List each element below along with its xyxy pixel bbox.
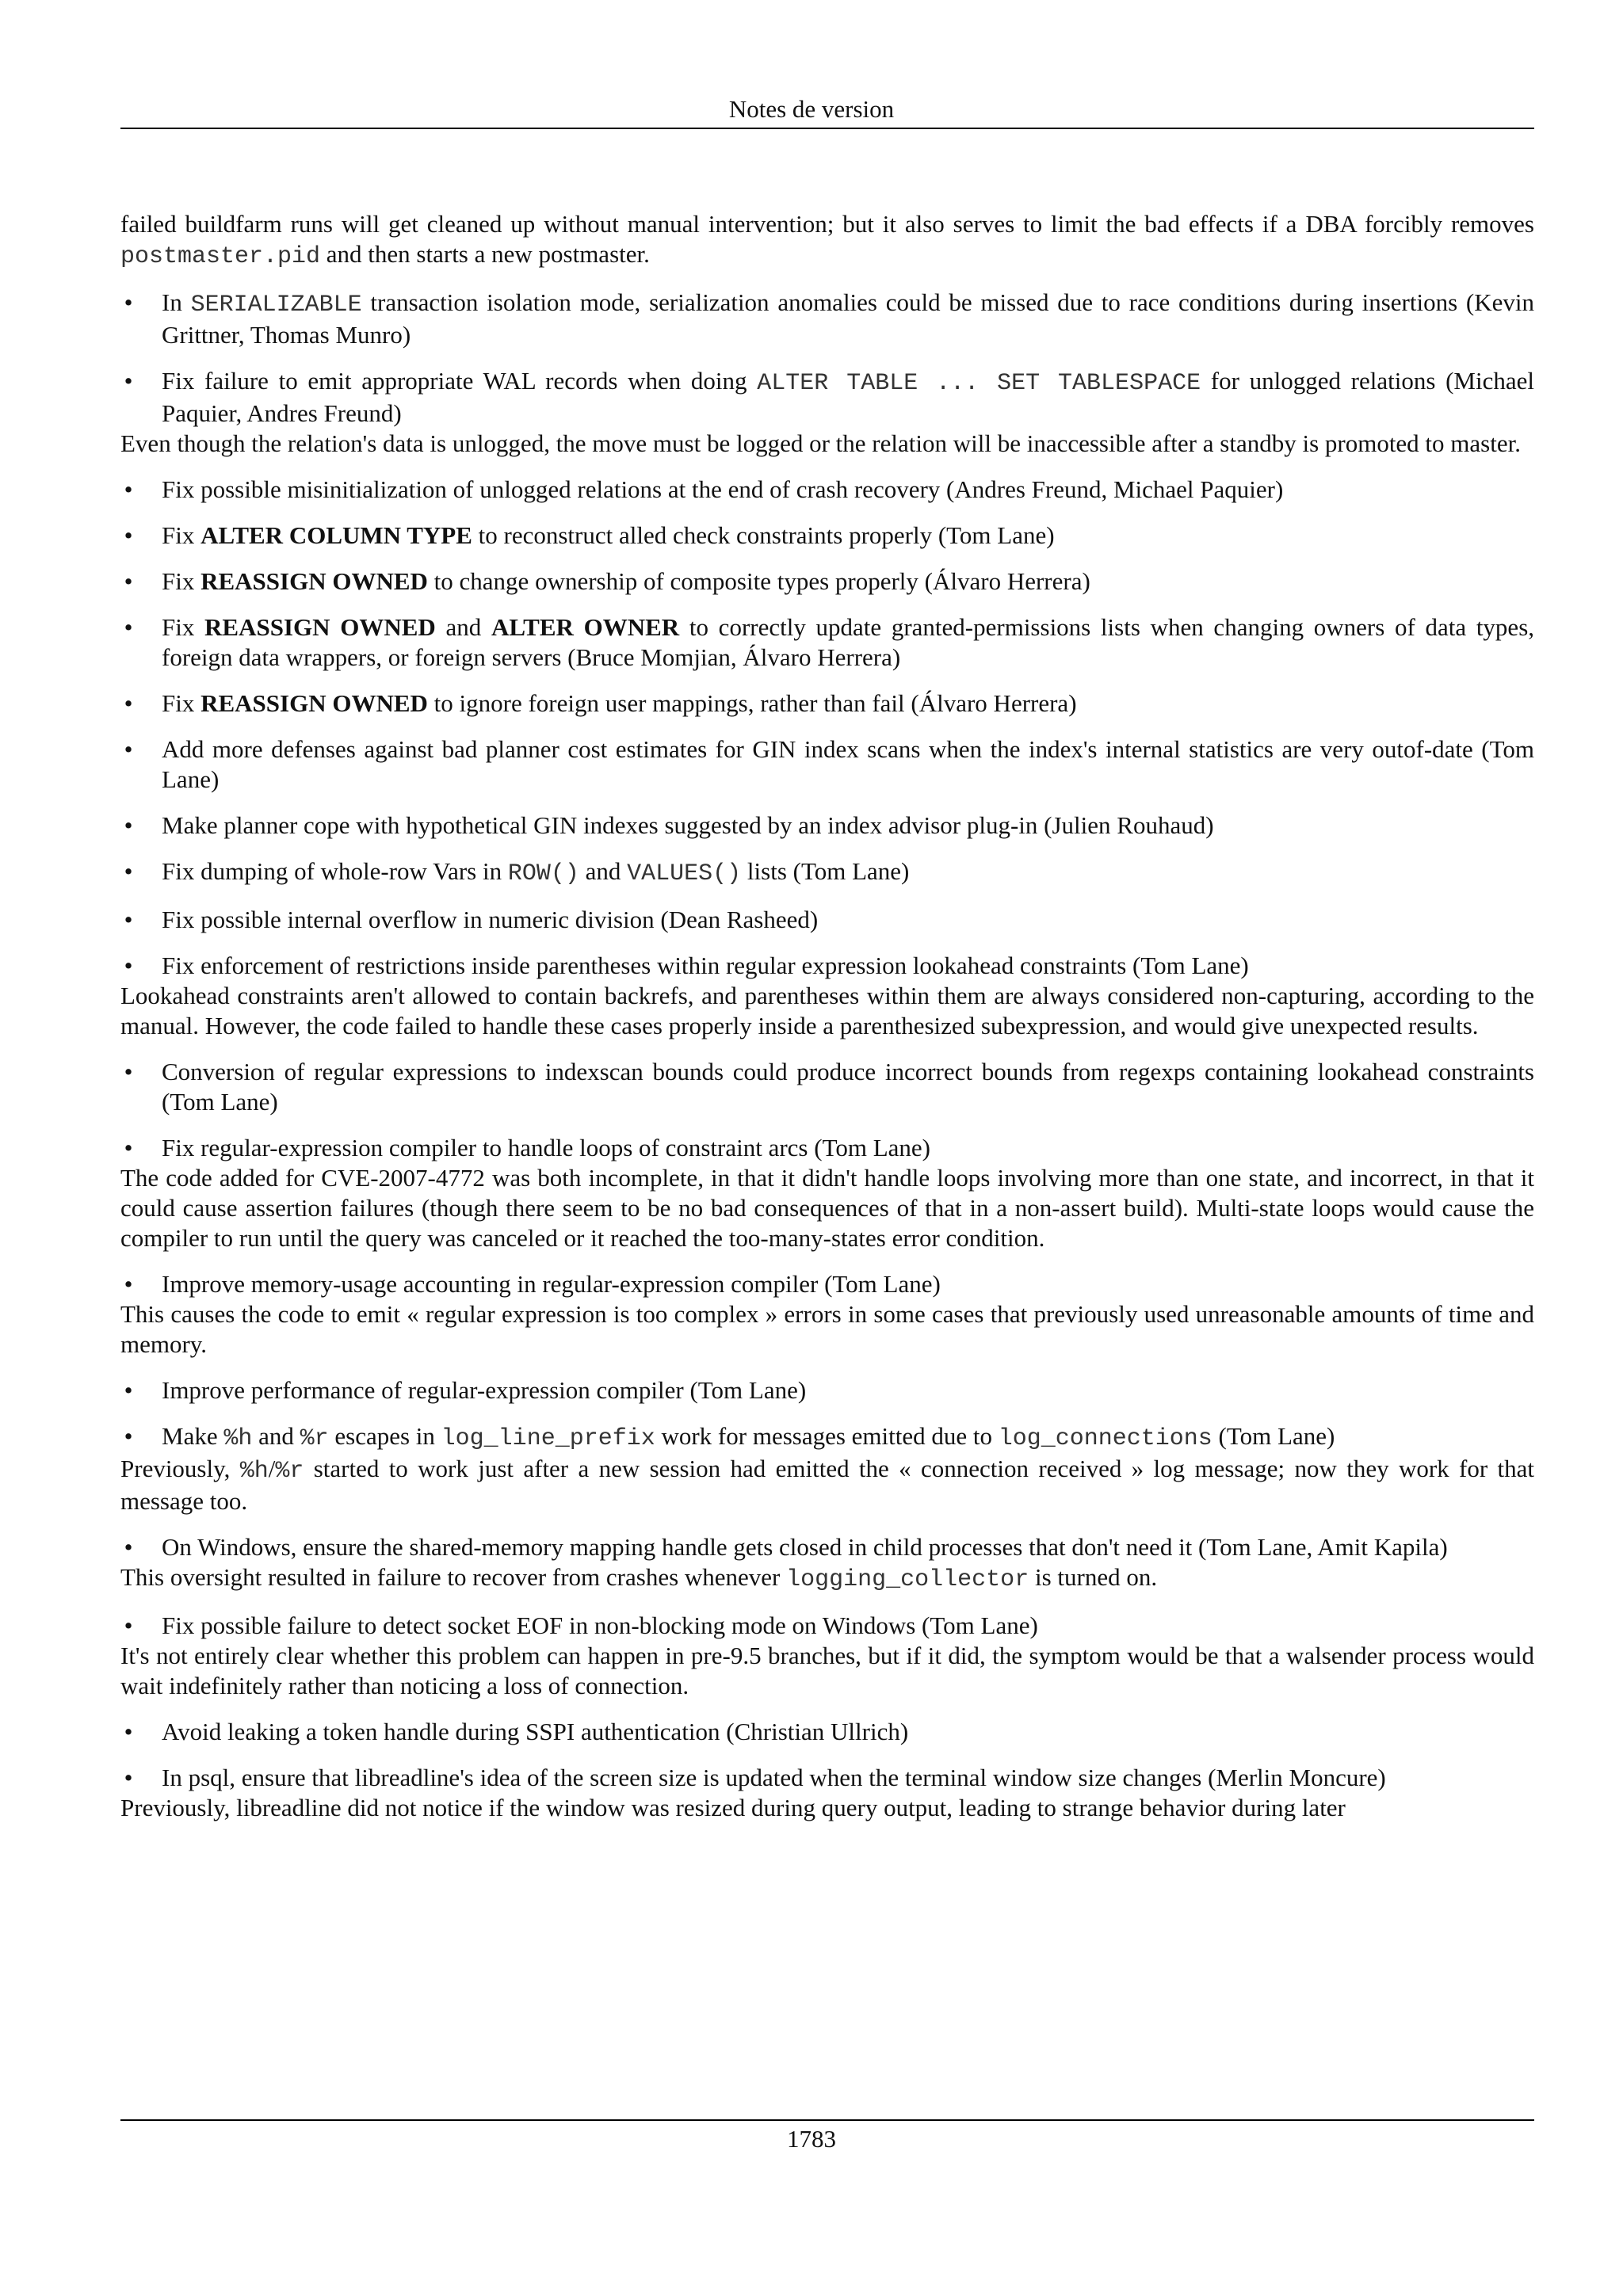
header-rule [120, 128, 1534, 129]
code-literal: VALUES() [627, 860, 742, 887]
bullet-icon: • [124, 1134, 133, 1161]
list-item: • In SERIALIZABLE transaction isolation mode, serialization anomalies could be missed due to race conditions during insertions (Kevin Grittner, Thomas Munro) [162, 288, 1534, 350]
list-item: • Fix enforcement of restrictions inside parentheses within regular expression lookahead constraints (Tom Lane) [162, 951, 1534, 981]
list-item: • Fix possible failure to detect socket EOF in non-blocking mode on Windows (Tom Lane) [162, 1611, 1534, 1641]
item-note: This oversight resulted in failure to recover from crashes whenever logging_collector is turned on. [120, 1563, 1158, 1593]
list-item: • Add more defenses against bad planner cost estimates for GIN index scans when the index's internal statistics are very outof-date (Tom Lane) [162, 734, 1534, 795]
list-item: • Make planner cope with hypothetical GIN indexes suggested by an index advisor plug-in (Julien Rouhaud) [162, 810, 1534, 841]
command-name: REASSIGN OWNED [200, 567, 428, 595]
list-item: • Fix REASSIGN OWNED to ignore foreign user mappings, rather than fail (Álvaro Herrera) [162, 688, 1534, 719]
footer-rule [120, 2119, 1534, 2121]
item-note: Previously, %h/%r started to work just after a new session had emitted the « connection received » log message; now they work for that message too. [120, 1455, 1534, 1515]
bullet-icon: • [124, 613, 133, 641]
page-header-title: Notes de version [728, 95, 895, 123]
list-item: • In psql, ensure that libreadline's idea of the screen size is updated when the terminal window size changes (Merlin Moncure) [162, 1763, 1534, 1793]
list-item: • Fix ALTER COLUMN TYPE to reconstruct alled check constraints properly (Tom Lane) [162, 521, 1534, 551]
list-item: • Make %h and %r escapes in log_line_prefix work for messages emitted due to log_connections (Tom Lane) [162, 1421, 1534, 1454]
bullet-icon: • [124, 1611, 133, 1639]
bullet-icon: • [124, 475, 133, 503]
command-name: REASSIGN OWNED [204, 613, 436, 641]
code-literal: %r [300, 1425, 329, 1452]
code-literal: ROW() [507, 860, 579, 887]
list-item: • Fix REASSIGN OWNED to change ownership of composite types properly (Álvaro Herrera) [162, 566, 1534, 597]
release-notes-content [120, 209, 1534, 1823]
bullet-icon: • [124, 811, 133, 839]
list-item: • Fix failure to emit appropriate WAL records when doing ALTER TABLE ... SET TABLESPACE for unlogged relations (Michael Paquier, Andres Freund) [162, 366, 1534, 429]
bullet-icon: • [124, 567, 133, 595]
bullet-icon: • [124, 1270, 133, 1298]
bullet-icon: • [124, 1764, 133, 1791]
command-name: ALTER OWNER [491, 613, 680, 641]
code-literal: logging_collector [786, 1566, 1029, 1593]
code-literal: log_line_prefix [441, 1425, 655, 1452]
bullet-icon: • [124, 1376, 133, 1404]
command-name: REASSIGN OWNED [200, 689, 428, 717]
list-item: • Fix REASSIGN OWNED and ALTER OWNER to correctly update granted-permissions lists when changing owners of data types, foreign data wrappers, or foreign servers (Bruce Momjian, Álvaro Herrera) [162, 612, 1534, 673]
item-note: Even though the relation's data is unlogged, the move must be logged or the relation will be inaccessible after a standby is promoted to master. [120, 429, 1521, 457]
item-note: Previously, libreadline did not notice if the window was resized during query output, leading to strange behavior during later [120, 1794, 1346, 1821]
bullet-icon: • [124, 689, 133, 717]
list-item: • Avoid leaking a token handle during SSPI authentication (Christian Ullrich) [162, 1717, 1534, 1747]
page-number: 1783 [787, 2125, 836, 2153]
list-item: • Fix possible internal overflow in numeric division (Dean Rasheed) [162, 905, 1534, 935]
code-literal: log_connections [998, 1425, 1212, 1452]
bullet-icon: • [124, 952, 133, 979]
bullet-icon: • [124, 1718, 133, 1745]
list-item: • Fix dumping of whole-row Vars in ROW() and VALUES() lists (Tom Lane) [162, 856, 1534, 889]
list-item: • Conversion of regular expressions to indexscan bounds could produce incorrect bounds from regexps containing lookahead constraints (Tom Lane) [162, 1057, 1534, 1117]
bullet-icon: • [124, 367, 133, 395]
bullet-icon: • [124, 288, 133, 316]
item-note: It's not entirely clear whether this problem can happen in pre-9.5 branches, but if it did, the symptom would be that a walsender process would wait indefinitely rather than noticing a loss of connection. [120, 1642, 1534, 1699]
bullet-icon: • [124, 735, 133, 763]
bullet-icon: • [124, 1533, 133, 1561]
item-note: The code added for CVE-2007-4772 was both incomplete, in that it didn't handle loops involving more than one state, and incorrect, in that it could cause assertion failures (though there seem to be no bad consequences of that in a non-assert build). Multi-state loops would cause the compiler to run until the query was canceled or it reached the too-many-states error condition. [120, 1164, 1534, 1252]
bullet-icon: • [124, 906, 133, 933]
bullet-icon: • [124, 1422, 133, 1450]
code-literal: %h [239, 1458, 269, 1485]
code-literal: SERIALIZABLE [190, 292, 362, 318]
item-note: Lookahead constraints aren't allowed to contain backrefs, and parentheses within them are always considered non-capturing, according to the manual. However, the code failed to handle these cases properly inside a parenthesized subexpression, and would give unexpected results. [120, 982, 1534, 1039]
item-note: This causes the code to emit « regular expression is too complex » errors in some cases that previously used unreasonable amounts of time and memory. [120, 1300, 1534, 1358]
list-item: • Fix regular-expression compiler to handle loops of constraint arcs (Tom Lane) [162, 1133, 1534, 1163]
bullet-icon: • [124, 521, 133, 549]
list-item: • Fix possible misinitialization of unlogged relations at the end of crash recovery (Andres Freund, Michael Paquier) [162, 475, 1534, 505]
code-literal: %r [275, 1458, 304, 1485]
code-literal: postmaster.pid [120, 243, 321, 270]
intro-paragraph: failed buildfarm runs will get cleaned up without manual intervention; but it also serves to limit the bad effects if a DBA forcibly removes postmaster.pid and then starts a new postmaster. [120, 210, 1534, 270]
list-item: • On Windows, ensure the shared-memory mapping handle gets closed in child processes that don't need it (Tom Lane, Amit Kapila) [162, 1532, 1534, 1562]
list-item: • Improve memory-usage accounting in regular-expression compiler (Tom Lane) [162, 1269, 1534, 1299]
code-literal: %h [223, 1425, 253, 1452]
code-literal: ALTER TABLE ... SET TABLESPACE [757, 370, 1201, 397]
command-name: ALTER COLUMN TYPE [200, 521, 472, 549]
bullet-icon: • [124, 1058, 133, 1085]
bullet-icon: • [124, 857, 133, 885]
list-item: • Improve performance of regular-expression compiler (Tom Lane) [162, 1375, 1534, 1405]
